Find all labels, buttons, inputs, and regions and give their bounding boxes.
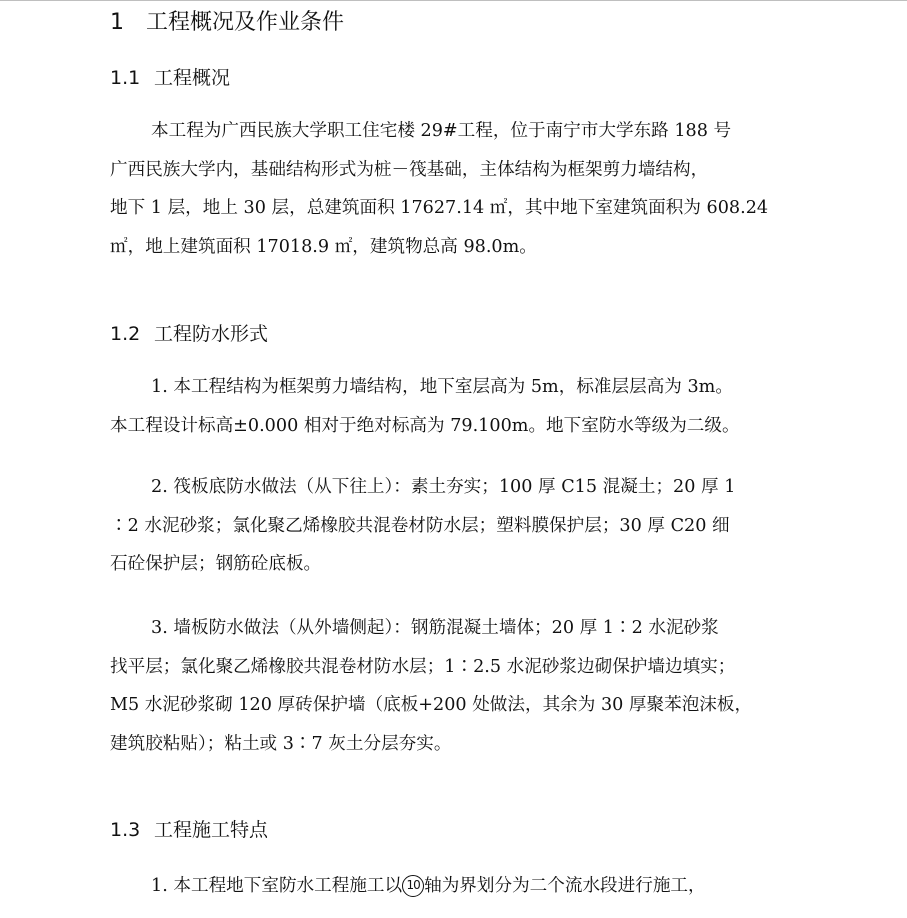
text-line: 建筑胶粘贴）；粘土或 3∶7 灰土分层夯实。 bbox=[110, 733, 452, 754]
section-title: 工程概况及作业条件 bbox=[146, 10, 345, 35]
text-line: 广西民族大学内，基础结构形式为桩－筏基础，主体结构为框架剪力墙结构， bbox=[110, 159, 709, 180]
subsection-number: 1.2 bbox=[110, 323, 141, 345]
subsection-title: 工程施工特点 bbox=[154, 819, 269, 841]
text-line: 找平层；氯化聚乙烯橡胶共混卷材防水层；1∶2.5 水泥砂浆边砌保护墙边填实； bbox=[110, 656, 736, 677]
text-line: M5 水泥砂浆砌 120 厚砖保护墙（底板+200 处做法，其余为 30 厚聚苯泡沫板， bbox=[110, 695, 753, 716]
text-line: 地下 1 层，地上 30 层，总建筑面积 17627.14 ㎡，其中地下室建筑面积为 608.24 bbox=[110, 198, 769, 219]
paragraph-construction-features bbox=[110, 867, 836, 906]
section-number: 1 bbox=[110, 10, 124, 35]
text-segment: 轴为界划分为二个流水段进行施工， bbox=[424, 876, 706, 896]
text-line: 1. 本工程结构为框架剪力墙结构，地下室层高为 5m，标准层层高为 3m。 bbox=[151, 377, 733, 397]
subsection-title: 工程概况 bbox=[154, 67, 231, 89]
axis-number-badge: 10 bbox=[402, 875, 424, 897]
text-line: 本工程为广西民族大学职工住宅楼 29#工程，位于南宁市大学东路 188 号 bbox=[151, 121, 732, 141]
subsection-heading-1-1 bbox=[110, 65, 230, 91]
text-line bbox=[110, 867, 836, 906]
subsection-number: 1.3 bbox=[110, 819, 141, 841]
text-line: ㎡，地上建筑面积 17018.9 ㎡，建筑物总高 98.0m。 bbox=[110, 236, 537, 257]
section-heading bbox=[110, 9, 344, 37]
text-segment: 1. 本工程地下室防水工程施工以 bbox=[151, 876, 403, 896]
paragraph-structure bbox=[110, 368, 836, 445]
paragraph-raft-waterproofing bbox=[110, 468, 836, 584]
text-line: 石砼保护层；钢筋砼底板。 bbox=[110, 554, 322, 575]
subsection-heading-1-2 bbox=[110, 321, 268, 347]
subsection-number: 1.1 bbox=[110, 67, 141, 89]
text-line: 本工程设计标高±0.000 相对于绝对标高为 79.100m。地下室防水等级为二级。 bbox=[110, 415, 740, 436]
text-line: ∶2 水泥砂浆；氯化聚乙烯橡胶共混卷材防水层；塑料膜保护层；30 厚 C20 细 bbox=[110, 515, 730, 536]
subsection-title: 工程防水形式 bbox=[154, 323, 269, 345]
paragraph-wall-waterproofing bbox=[110, 609, 836, 763]
text-line: 3. 墙板防水做法（从外墙侧起）：钢筋混凝土墙体；20 厚 1∶2 水泥砂浆 bbox=[151, 618, 719, 638]
subsection-heading-1-3 bbox=[110, 817, 268, 843]
text-line: 2. 筏板底防水做法（从下往上）：素土夯实；100 厚 C15 混凝土；20 厚 1 bbox=[151, 477, 736, 497]
paragraph-overview bbox=[110, 112, 836, 266]
